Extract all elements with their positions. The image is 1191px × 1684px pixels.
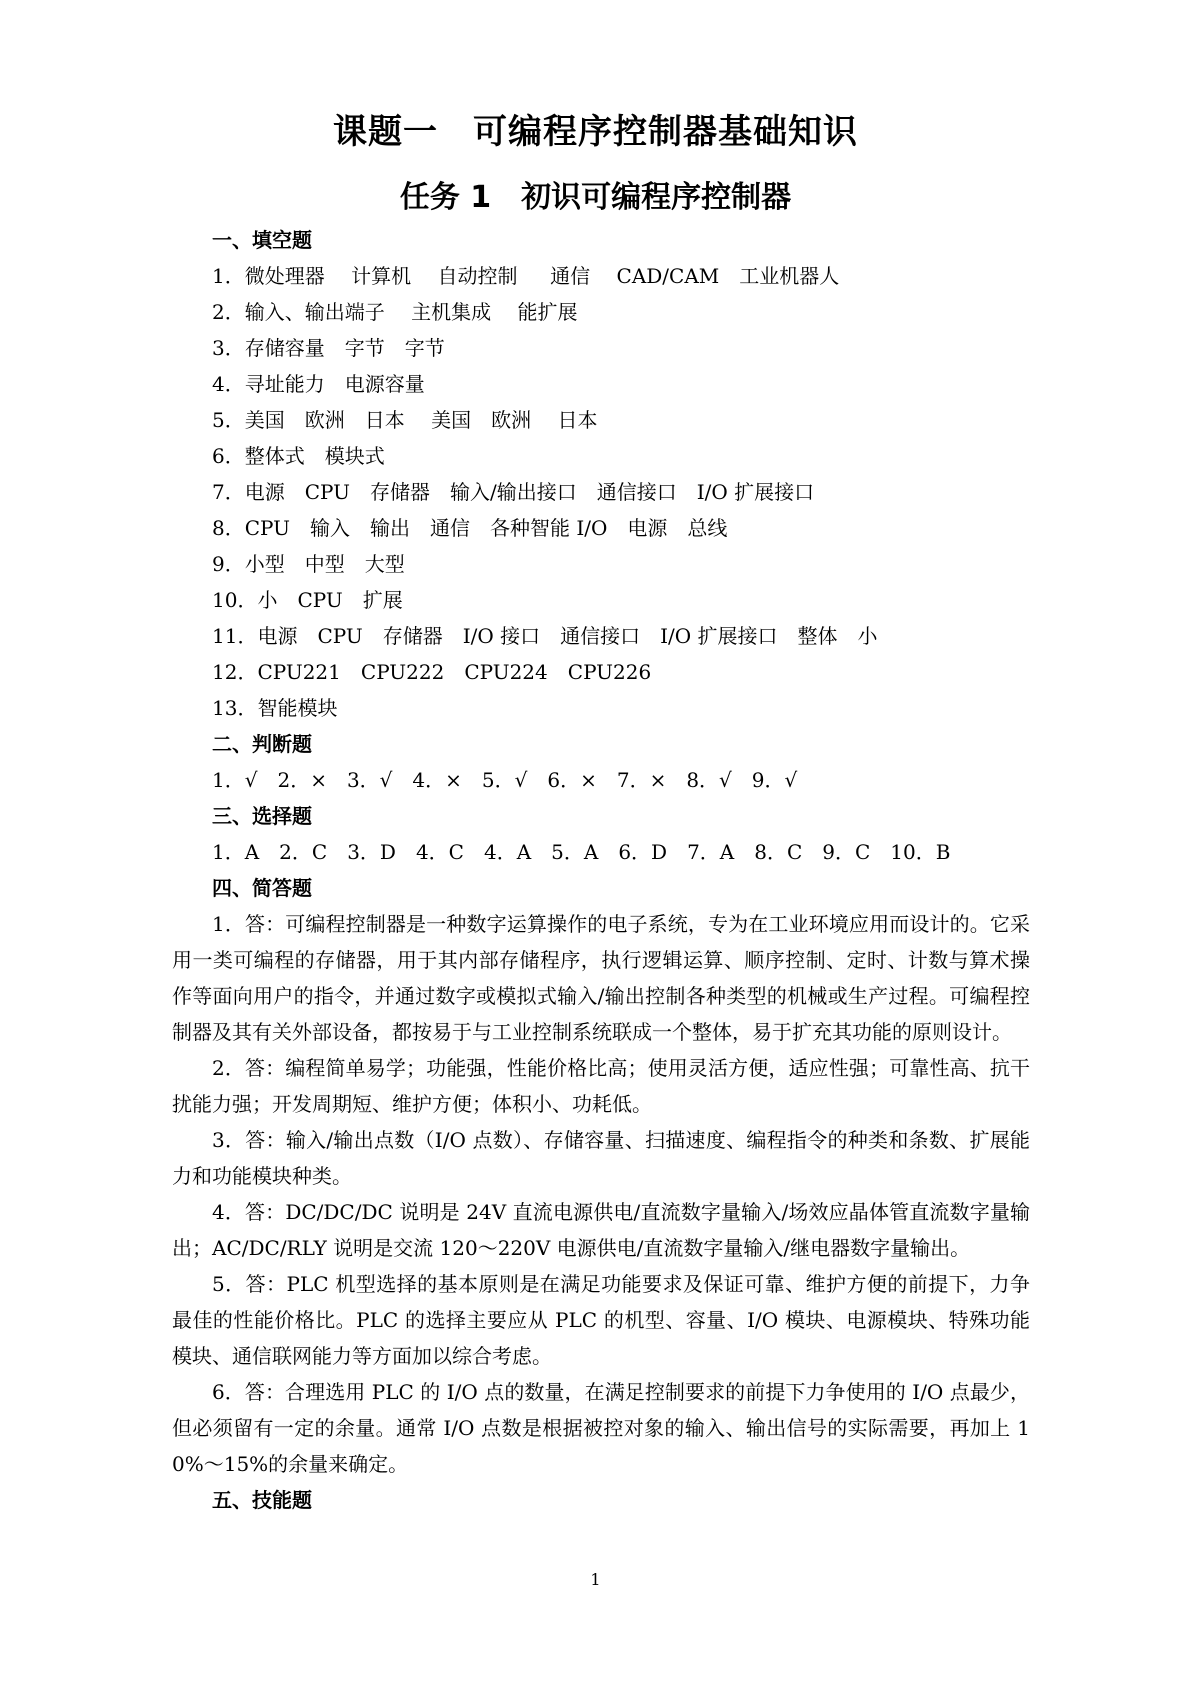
list-item: 13．智能模块 bbox=[212, 696, 338, 720]
list-item: 7．电源 CPU 存储器 输入/输出接口 通信接口 I/O 扩展接口 bbox=[212, 480, 815, 504]
true-false-answers: 1．√ 2．× 3．√ 4．× 5．√ 6．× 7．× 8．√ 9．√ bbox=[212, 768, 798, 792]
list-item: 1．微处理器 计算机 自动控制 通信 CAD/CAM 工业机器人 bbox=[212, 264, 840, 288]
list-item: 3．存储容量 字节 字节 bbox=[212, 336, 445, 360]
answer-paragraph: 5．答：PLC 机型选择的基本原则是在满足功能要求及保证可靠、维护方便的前提下，力争最佳的性能价格比。PLC 的选择主要应从 PLC 的机型、容量、I/O 模块、电源模块、特殊功能模块、通信联网能力等方面加以综合考虑。 bbox=[172, 1272, 1030, 1368]
section-heading-true-false: 二、判断题 bbox=[212, 732, 312, 756]
answer-paragraph: 3．答：输入/输出点数（I/O 点数）、存储容量、扫描速度、编程指令的种类和条数、扩展能力和功能模块种类。 bbox=[172, 1128, 1030, 1188]
section-heading-short-answer: 四、简答题 bbox=[212, 876, 312, 900]
list-item: 4．寻址能力 电源容量 bbox=[212, 372, 425, 396]
list-item: 6．整体式 模块式 bbox=[212, 444, 385, 468]
page-number: 1 bbox=[590, 1570, 601, 1589]
section-heading-fill-in: 一、填空题 bbox=[212, 228, 312, 252]
list-item: 8．CPU 输入 输出 通信 各种智能 I/O 电源 总线 bbox=[212, 516, 728, 540]
list-item: 12．CPU221 CPU222 CPU224 CPU226 bbox=[212, 660, 652, 684]
content-body bbox=[172, 222, 1030, 1518]
answer-paragraph: 2．答：编程简单易学；功能强，性能价格比高；使用灵活方便，适应性强；可靠性高、抗干扰能力强；开发周期短、维护方便；体积小、功耗低。 bbox=[172, 1056, 1030, 1116]
list-item: 2．输入、输出端子 主机集成 能扩展 bbox=[212, 300, 578, 324]
page-subtitle: 任务 1 初识可编程序控制器 bbox=[399, 180, 792, 215]
list-item: 9．小型 中型 大型 bbox=[212, 552, 405, 576]
answer-paragraph: 6．答：合理选用 PLC 的 I/O 点的数量，在满足控制要求的前提下力争使用的 I/O 点最少，但必须留有一定的余量。通常 I/O 点数是根据被控对象的输入、输出信号的实际需要，再加上 10%～15%的余量来确定。 bbox=[172, 1380, 1030, 1476]
answer-paragraph: 1．答：可编程控制器是一种数字运算操作的电子系统，专为在工业环境应用而设计的。它采用一类可编程的存储器，用于其内部存储程序，执行逻辑运算、顺序控制、定时、计数与算术操作等面向用户的指令，并通过数字或模拟式输入/输出控制各种类型的机械或生产过程。可编程控制器及其有关外部设备，都按易于与工业控制系统联成一个整体，易于扩充其功能的原则设计。 bbox=[172, 912, 1030, 1044]
section-heading-multiple-choice: 三、选择题 bbox=[212, 804, 312, 828]
page-title: 课题一 可编程序控制器基础知识 bbox=[333, 112, 858, 152]
list-item: 5．美国 欧洲 日本 美国 欧洲 日本 bbox=[212, 408, 598, 432]
multiple-choice-answers: 1．A 2．C 3．D 4．C 4．A 5．A 6．D 7．A 8．C 9．C 10．B bbox=[212, 840, 951, 864]
section-heading-skills: 五、技能题 bbox=[212, 1488, 312, 1512]
list-item: 11．电源 CPU 存储器 I/O 接口 通信接口 I/O 扩展接口 整体 小 bbox=[212, 624, 878, 648]
answer-paragraph: 4．答：DC/DC/DC 说明是 24V 直流电源供电/直流数字量输入/场效应晶体管直流数字量输出；AC/DC/RLY 说明是交流 120～220V 电源供电/直流数字量输入/继电器数字量输出。 bbox=[172, 1200, 1030, 1260]
list-item: 10．小 CPU 扩展 bbox=[212, 588, 403, 612]
